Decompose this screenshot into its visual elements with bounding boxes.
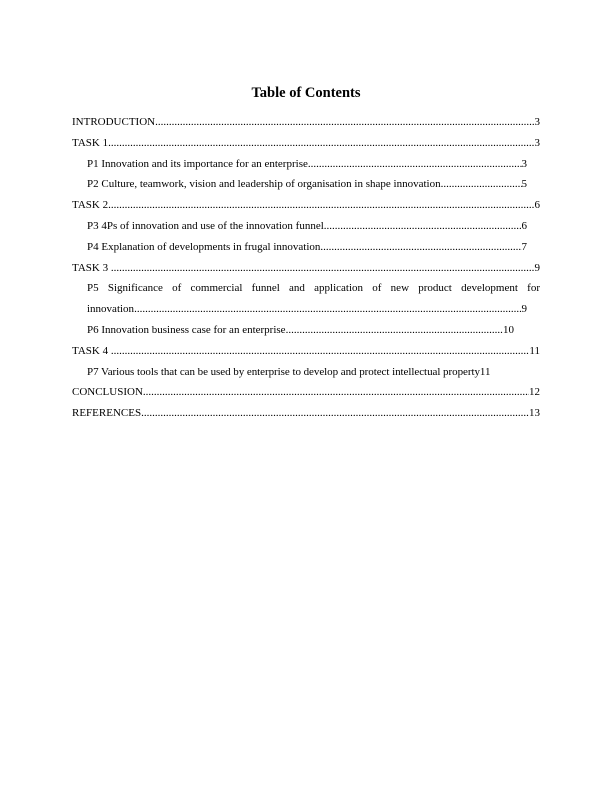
dot-leader <box>308 154 522 175</box>
toc-page-number: 7 <box>521 240 527 253</box>
toc-entry-introduction[interactable] <box>72 112 540 133</box>
toc-entry-task-1[interactable] <box>72 133 540 154</box>
toc-entry-p4[interactable] <box>72 237 540 258</box>
toc-page-number: 9 <box>534 261 540 274</box>
toc-entry-label: TASK 1 <box>72 136 109 149</box>
toc-page-number: 10 <box>503 323 514 336</box>
toc-page-number: 3 <box>534 116 540 128</box>
toc-entry-p2[interactable] <box>72 174 540 195</box>
dot-leader <box>111 258 535 279</box>
dot-leader <box>320 237 521 258</box>
dot-leader <box>324 216 522 237</box>
toc-entry-label: TASK 2 <box>72 199 109 212</box>
toc-entry-label: P1 Innovation and its importance for an enterprise <box>87 157 308 170</box>
toc-title: Table of Contents <box>251 85 361 101</box>
toc-entry-task-4[interactable] <box>72 341 540 362</box>
toc-entry-p5[interactable] <box>72 299 540 320</box>
toc-entry-task-3[interactable] <box>72 258 540 279</box>
dot-leader <box>134 299 521 320</box>
toc-entry-references[interactable] <box>72 403 540 424</box>
toc-entry-label: TASK 3 <box>72 261 111 274</box>
toc-entry-p3[interactable] <box>72 216 540 237</box>
dot-leader <box>286 320 503 341</box>
toc-page-number: 11 <box>479 365 491 378</box>
toc-entry-conclusion[interactable] <box>72 382 540 403</box>
toc-entry-p6[interactable] <box>72 320 540 341</box>
toc-entry-label: TASK 4 <box>72 344 111 357</box>
dot-leader <box>155 112 534 133</box>
toc-entry-label: innovation <box>87 303 135 316</box>
toc-entry-label: CONCLUSION <box>72 386 143 399</box>
dot-leader <box>111 341 530 362</box>
toc-entry-p5-line-1[interactable]: P5 Significance of commercial funnel and application of new product development for <box>87 282 540 295</box>
toc-entry-label: REFERENCES <box>72 407 142 420</box>
toc-page-number: 9 <box>521 303 527 316</box>
dot-leader <box>108 195 534 216</box>
toc-entry-label: P4 Explanation of developments in frugal innovation <box>87 240 321 253</box>
dot-leader <box>141 403 529 424</box>
toc-entry-label: P2 Culture, teamwork, vision and leadership of organisation in shape innovation <box>87 178 441 191</box>
toc-page-number: 3 <box>534 136 540 149</box>
toc-page-number: 3 <box>521 157 527 170</box>
table-of-contents <box>72 112 540 424</box>
toc-page-number: 6 <box>521 219 527 232</box>
toc-entry-label: P3 4Ps of innovation and use of the innovation funnel <box>87 219 324 232</box>
toc-entry-label: INTRODUCTION <box>72 116 156 128</box>
toc-page-number: 6 <box>534 199 540 212</box>
toc-page-number: 11 <box>529 344 540 357</box>
toc-entry-label: P6 Innovation business case for an enterprise <box>87 323 286 336</box>
toc-page-number: 5 <box>521 178 527 191</box>
toc-entry-p7[interactable] <box>72 362 540 383</box>
dot-leader <box>441 174 522 195</box>
toc-entry-label: P7 Various tools that can be used by enterprise to develop and protect intellectual property <box>87 365 480 378</box>
toc-entry-p1[interactable] <box>72 154 540 175</box>
toc-entry-task-2[interactable] <box>72 195 540 216</box>
toc-page-number: 12 <box>529 386 540 399</box>
toc-page-number: 13 <box>529 407 540 420</box>
dot-leader <box>143 382 529 403</box>
dot-leader <box>108 133 534 154</box>
